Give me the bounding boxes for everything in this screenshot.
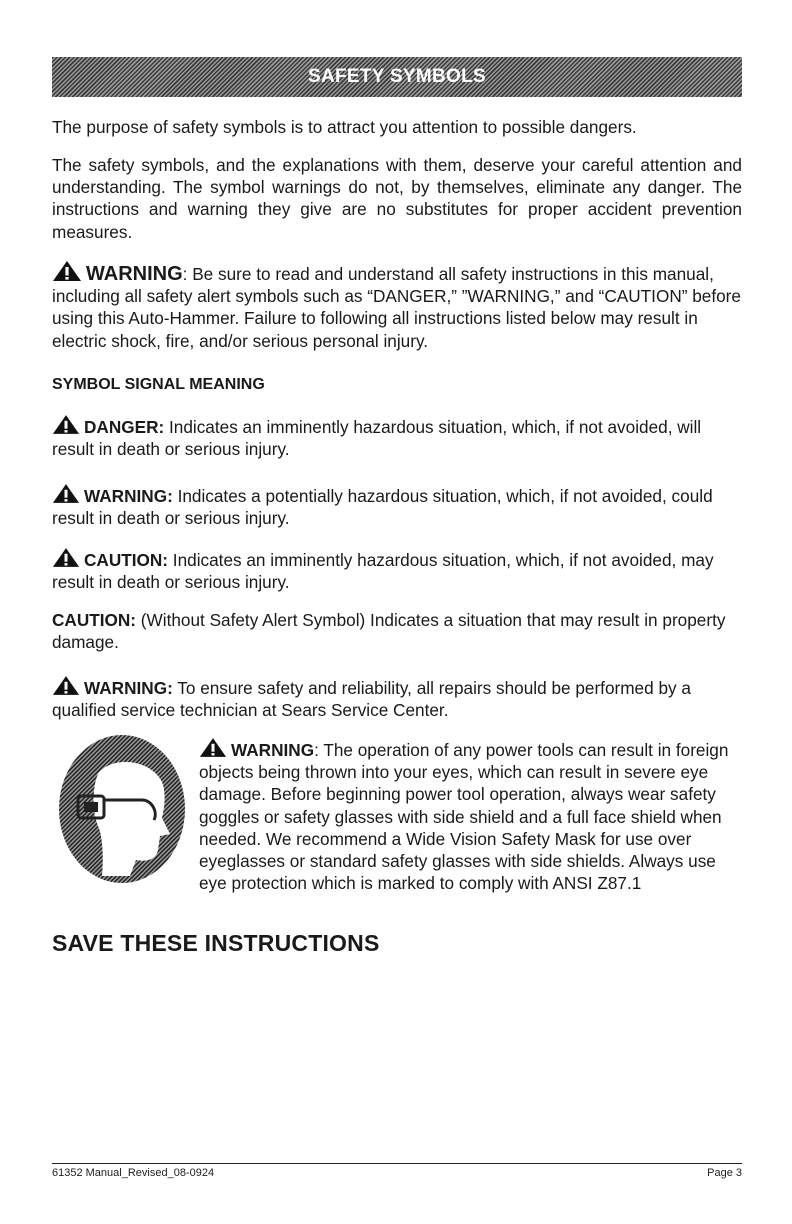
- section-heading: SYMBOL SIGNAL MEANING: [52, 376, 265, 393]
- warning-triangle-icon: [52, 547, 80, 568]
- warning-label: WARNING: [86, 263, 183, 285]
- repair-warning-label: WARNING:: [84, 678, 173, 698]
- section-banner: [52, 57, 742, 97]
- caution-label: CAUTION:: [84, 550, 169, 570]
- warning-def-text: Indicates a potentially hazardous situation, which, if not avoided, could result in death or serious injury.: [52, 486, 713, 529]
- intro-paragraph-2: The safety symbols, and the explanations with them, deserve your careful attention and understanding. The symbol warnings do not, by themselves, eliminate any danger. The instructions and warning they give are no substitutes for proper accident prevention measures.: [52, 155, 742, 242]
- danger-text: Indicates an imminently hazardous situation, which, if not avoided, will result in death or serious injury.: [52, 417, 702, 460]
- main-warning-paragraph: [52, 260, 742, 352]
- warning-triangle-icon: [52, 483, 80, 504]
- repair-warning-text: To ensure safety and reliability, all repairs should be performed by a qualified service technician at Sears Service Center.: [52, 678, 691, 721]
- caution-plain-definition: [52, 609, 742, 653]
- danger-definition: [52, 414, 742, 460]
- caution-definition: [52, 547, 742, 593]
- repair-warning: [52, 675, 742, 721]
- warning-triangle-icon: [199, 737, 227, 758]
- warning-def-label: WARNING:: [84, 486, 173, 506]
- caution-plain-text: (Without Safety Alert Symbol) Indicates a situation that may result in property damage.: [52, 610, 726, 653]
- caution-text: Indicates an imminently hazardous situation, which, if not avoided, may result in death or serious injury.: [52, 550, 714, 593]
- intro-paragraph-1: The purpose of safety symbols is to attract you attention to possible dangers.: [52, 117, 637, 137]
- caution-plain-label: CAUTION:: [52, 610, 137, 630]
- footer-rule: [52, 1163, 742, 1164]
- footer-doc-id: 61352 Manual_Revised_08-0924: [52, 1167, 215, 1179]
- warning-triangle-icon: [52, 414, 80, 435]
- banner-title: SAFETY SYMBOLS: [307, 66, 487, 87]
- danger-label: DANGER:: [84, 417, 165, 437]
- save-instructions-heading: SAVE THESE INSTRUCTIONS: [52, 930, 380, 956]
- eye-warning-label: WARNING: [231, 740, 315, 760]
- eye-warning-paragraph: [199, 737, 744, 894]
- eye-protection-icon: [58, 734, 186, 884]
- warning-definition: [52, 483, 742, 529]
- warning-triangle-icon: [52, 260, 82, 282]
- footer-page-number: Page 3: [707, 1167, 742, 1179]
- warning-text: : Be sure to read and understand all safety instructions in this manual, including all safety alert symbols such as “DANGER,” ”WARNING,” and “CAUTION” before using this Auto-Hammer. Failure to following all instructions listed below may result in electric shock, fire, and/or serious personal injury.: [52, 264, 741, 351]
- warning-triangle-icon: [52, 675, 80, 696]
- eye-warning-text: : The operation of any power tools can result in foreign objects being thrown into your eyes, which can result in severe eye damage. Before beginning power tool operation, always wear safety goggles or safety glasses with side shield and a full face shield when needed. We recommend a Wide Vision Safety Mask for use over eyeglasses or standard safety glasses with side shields. Always use eye protection which is marked to comply with ANSI Z87.1: [199, 740, 729, 894]
